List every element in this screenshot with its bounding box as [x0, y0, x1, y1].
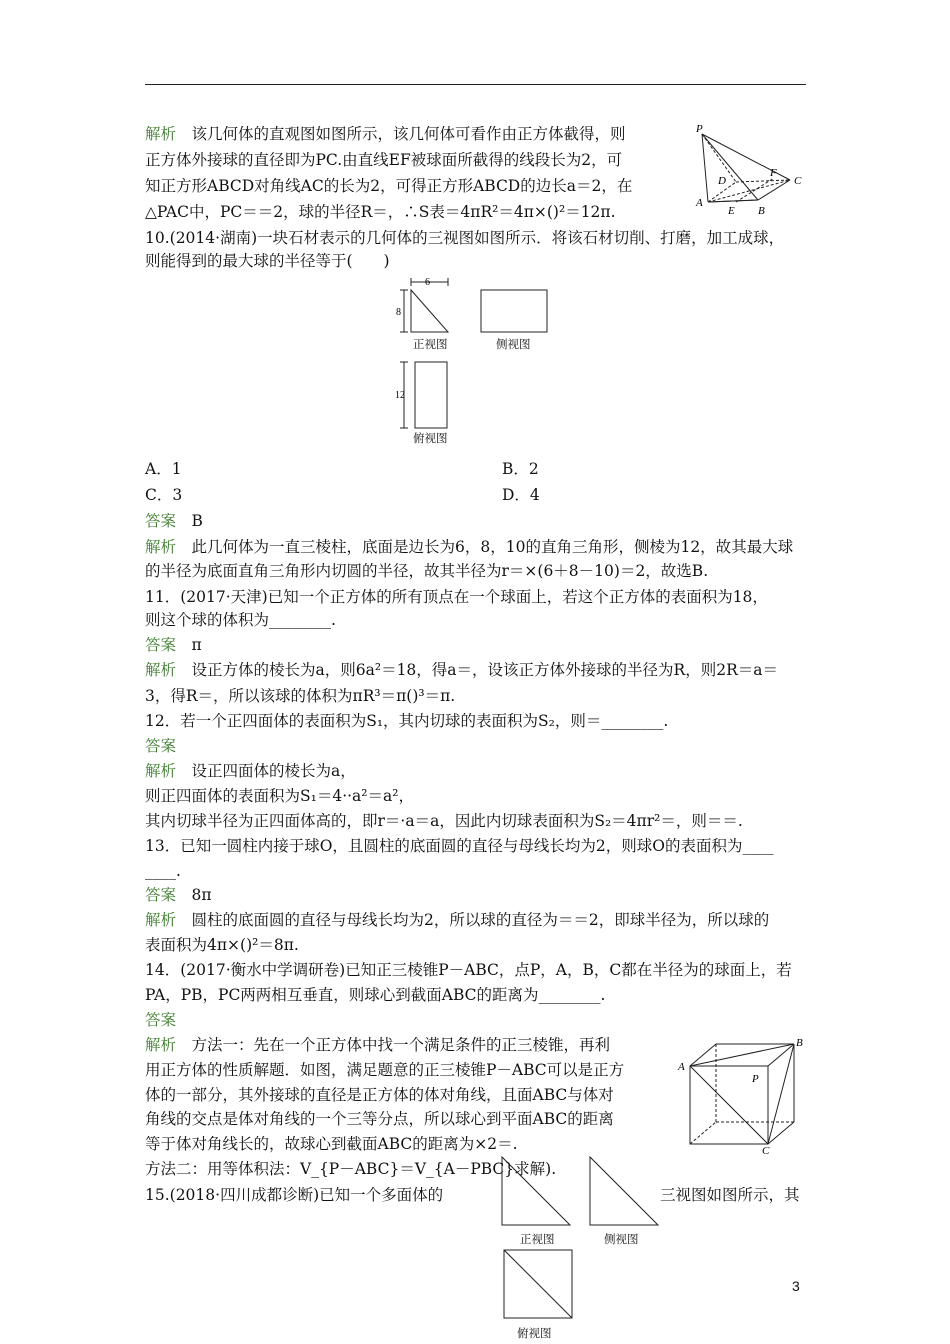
- front-view-caption: 正视图: [413, 337, 448, 351]
- text-line: 知正方形ABCD对角线AC的长为2，可得正方形ABCD的边长a＝2，在: [145, 177, 633, 195]
- question-14: 14．(2017·衡水中学调研卷)已知正三棱锥P－ABC，点P，A，B，C都在半径为的球面上，若: [145, 961, 792, 979]
- question-15: 15.(2018·四川成都诊断)已知一个多面体的: [145, 1186, 444, 1204]
- label-c: C: [794, 175, 802, 187]
- answer-14: 答案: [145, 1011, 177, 1029]
- option-b: B．2: [502, 460, 539, 478]
- text-line: 则正四面体的表面积为S₁＝4··a²＝a²，: [145, 787, 414, 805]
- label-a: A: [696, 197, 703, 209]
- side-view-caption: 侧视图: [496, 337, 531, 351]
- dim-6: 6: [425, 277, 430, 288]
- side-view-caption: 侧视图: [604, 1232, 639, 1246]
- text-line: 则这个球的体积为________.: [145, 611, 336, 629]
- question-11: 11．(2017·天津)已知一个正方体的所有顶点在一个球面上，若这个正方体的表面积为18，: [145, 588, 768, 606]
- cube-figure: [676, 1036, 811, 1156]
- text-line: 的半径为底面直角三角形内切圆的半径，故其半径为r＝×(6＋8－10)＝2，故选B.: [145, 562, 709, 580]
- question-13: 13．已知一圆柱内接于球O，且圆柱的底面圆的直径与母线长均为2，则球O的表面积为____: [145, 837, 774, 855]
- text-line: 解析 此几何体为一直三棱柱，底面是边长为6，8，10的直角三角形，侧棱为12，故其最大球: [145, 538, 794, 556]
- answer-12: 答案: [145, 737, 177, 755]
- text-line: PA，PB，PC两两相互垂直，则球心到截面ABC的距离为________.: [145, 986, 606, 1004]
- label-d: D: [718, 175, 726, 187]
- three-view-figure-10: [395, 272, 575, 452]
- label-p: P: [696, 123, 703, 135]
- option-a: A．1: [145, 460, 182, 478]
- label-b: B: [796, 1037, 803, 1049]
- page-number: 3: [792, 1278, 800, 1294]
- text-line: 方法二：用等体积法：V_{P－ABC}＝V_{A－PBC}求解).: [145, 1160, 557, 1178]
- answer-13: 答案 8π: [145, 886, 212, 904]
- label-c: C: [762, 1145, 770, 1157]
- dim-8: 8: [396, 307, 401, 318]
- text-line: 体的一部分，其外接球的直径是正方体的体对角线，且面ABC与体对: [145, 1086, 614, 1104]
- text-line: 表面积为4π×()²＝8π.: [145, 936, 299, 954]
- text-line: 解析 设正方体的棱长为a，则6a²＝18，得a＝，设该正方体外接球的半径为R，则2R＝a＝: [145, 661, 778, 679]
- dim-12: 12: [395, 390, 405, 401]
- pyramid-figure: [688, 120, 813, 220]
- three-view-figure-15: [490, 1155, 670, 1330]
- answer-11: 答案 π: [145, 636, 202, 654]
- text-line: 解析 圆柱的底面圆的直径与母线长均为2，所以球的直径为＝＝2，即球半径为，所以球的: [145, 911, 770, 929]
- text-line: 三视图如图所示，其: [660, 1186, 800, 1204]
- option-c: C．3: [145, 486, 183, 504]
- option-d: D．4: [502, 486, 540, 504]
- question-12: 12．若一个正四面体的表面积为S₁，其内切球的表面积为S₂，则＝________.: [145, 712, 669, 730]
- answer-10: 答案 B: [145, 512, 203, 530]
- text-line: 等于体对角线长的，故球心到截面ABC的距离为×2＝.: [145, 1135, 518, 1153]
- text-line: 其内切球半径为正四面体高的，即r＝·a＝a，因此内切球表面积为S₂＝4πr²＝，则＝＝.: [145, 812, 743, 830]
- text-line: 角线的交点是体对角线的一个三等分点，所以球心到平面ABC的距离: [145, 1110, 614, 1128]
- text-line: 解析 该几何体的直观图如图所示，该几何体可看作由正方体截得，则: [145, 125, 626, 143]
- label-b: B: [758, 205, 765, 217]
- top-view-caption: 俯视图: [413, 431, 448, 445]
- label-f: F: [770, 167, 777, 179]
- text-line: 正方体外接球的直径即为PC.由直线EF被球面所截得的线段长为2，可: [145, 151, 623, 169]
- top-view-caption: 俯视图: [517, 1326, 552, 1340]
- text-line: 3，得R＝，所以该球的体积为πR³＝π()³＝π.: [145, 687, 456, 705]
- text-line: ____.: [145, 862, 181, 880]
- front-view-caption: 正视图: [520, 1232, 555, 1246]
- label-p: P: [752, 1073, 759, 1085]
- text-line: 则能得到的最大球的半径等于( ): [145, 252, 390, 270]
- text-line: 解析 设正四面体的棱长为a，: [145, 762, 356, 780]
- text-line: △PAC中，PC＝＝2，球的半径R＝，∴S表＝4πR²＝4π×()²＝12π.: [145, 203, 616, 221]
- label-a: A: [678, 1061, 685, 1073]
- question-10: 10.(2014·湖南)一块石材表示的几何体的三视图如图所示．将该石材切削、打磨，加工成球，: [145, 229, 785, 247]
- text-line: 用正方体的性质解题．如图，满足题意的正三棱锥P－ABC可以是正方: [145, 1061, 625, 1079]
- label-e: E: [728, 205, 735, 217]
- text-line: 解析 方法一：先在一个正方体中找一个满足条件的正三棱锥，再利: [145, 1036, 611, 1054]
- header-rule: [145, 84, 806, 85]
